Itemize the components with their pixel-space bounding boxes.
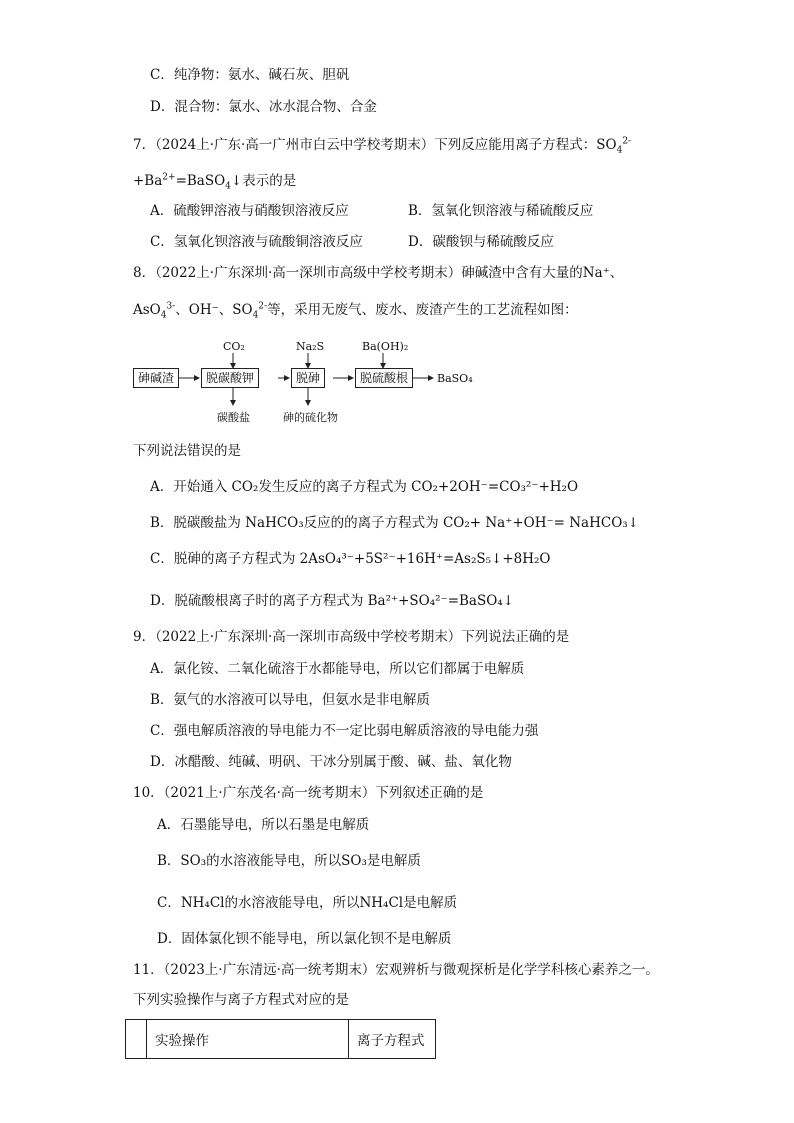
q8-option-a: A．开始通入 CO₂发生反应的离子方程式为 CO₂+2OH⁻=CO₃²⁻+H₂O [150, 479, 579, 495]
table-header-row [126, 1020, 436, 1059]
q9-option-b: B．氨气的水溶液可以导电，但氨水是非电解质 [150, 692, 430, 708]
q8-question: 下列说法错误的是 [133, 443, 241, 459]
q7-option-b: B．氢氧化钡溶液与稀硫酸反应 [408, 203, 594, 219]
q11-stem-line2: 下列实验操作与离子方程式对应的是 [133, 992, 349, 1008]
q8-option-d: D．脱硫酸根离子时的离子方程式为 Ba²⁺+SO₄²⁻=BaSO₄↓ [150, 593, 515, 609]
q6-option-d: D．混合物：氯水、冰水混合物、合金 [150, 99, 377, 115]
process-flow-diagram [133, 335, 493, 430]
flow-input-na2s: Na₂S [296, 340, 325, 353]
q8-stem-line1: 8．（2022上·广东深圳·高一深圳市高级中学校考期末）砷碱渣中含有大量的Na⁺、 [133, 265, 624, 281]
q10-option-c: C．NH₄Cl的水溶液能导电，所以NH₄Cl是电解质 [157, 895, 458, 911]
flow-step2-box: 脱砷 [291, 368, 325, 388]
q10-option-d: D．固体氯化钡不能导电，所以氯化钡不是电解质 [157, 931, 452, 947]
q9-option-d: D．冰醋酸、纯碱、明矾、干冰分别属于酸、碱、盐、氧化物 [150, 754, 512, 770]
q6-option-c: C．纯净物：氨水、碱石灰、胆矾 [150, 67, 350, 83]
q11-stem-line1: 11．（2023上·广东清远·高一统考期末）宏观辨析与微观探析是化学学科核心素养之一。 [133, 962, 659, 978]
flow-end-label: BaSO₄ [437, 372, 473, 385]
table-header-index [126, 1020, 147, 1059]
q8-stem-line2: AsO$_4^{3-}$、OH⁻、$SO_4^{2-}$等，采用无废气、废水、废渣产生的工艺流程如图： [133, 301, 578, 321]
q8-option-c: C．脱砷的离子方程式为 2AsO₄³⁻+5S²⁻+16H⁺=As₂S₅↓+8H₂O [150, 551, 551, 567]
q11-table [125, 1019, 436, 1059]
flow-step1-box: 脱碳酸钾 [201, 368, 259, 388]
q8-option-b: B．脱碳酸盐为 NaHCO₃反应的的离子方程式为 CO₂+ Na⁺+OH⁻= NaHCO₃↓ [150, 515, 639, 531]
flow-output-carbonate: 碳酸盐 [217, 411, 250, 424]
flow-input-co2: CO₂ [223, 340, 245, 353]
flow-output-sulfide: 砷的硫化物 [283, 411, 338, 424]
flow-start-box: 砷碱渣 [133, 368, 179, 388]
q7-option-d: D．碳酸钡与稀硫酸反应 [408, 234, 554, 250]
q9-option-a: A．氯化铵、二氧化硫溶于水都能导电，所以它们都属于电解质 [150, 661, 525, 677]
flow-input-baoh2: Ba(OH)₂ [362, 340, 409, 353]
table-header-operation: 实验操作 [147, 1020, 349, 1059]
q7-option-c: C．氢氧化钡溶液与硫酸铜溶液反应 [150, 234, 363, 250]
q10-option-b: B．SO₃的水溶液能导电，所以SO₃是电解质 [157, 853, 421, 869]
q7-stem-line1: 7．（2024上·广东·高一广州市白云中学校考期末）下列反应能用离子方程式：$SO_4^{2-}$ [133, 136, 632, 156]
q9-stem: 9．（2022上·广东深圳·高一深圳市高级中学校考期末）下列说法正确的是 [133, 629, 570, 645]
q7-stem-line2: $+Ba^{2+}=BaSO_4↓$表示的是 [133, 172, 297, 192]
q10-stem: 10．（2021上·广东茂名·高一统考期末）下列叙述正确的是 [133, 785, 484, 801]
table-header-equation: 离子方程式 [349, 1020, 436, 1059]
q7-option-a: A．硫酸钾溶液与硝酸钡溶液反应 [150, 203, 349, 219]
q9-option-c: C．强电解质溶液的导电能力不一定比弱电解质溶液的导电能力强 [150, 723, 539, 739]
q10-option-a: A．石墨能导电，所以石墨是电解质 [157, 817, 370, 833]
flow-step3-box: 脱硫酸根 [355, 368, 413, 388]
